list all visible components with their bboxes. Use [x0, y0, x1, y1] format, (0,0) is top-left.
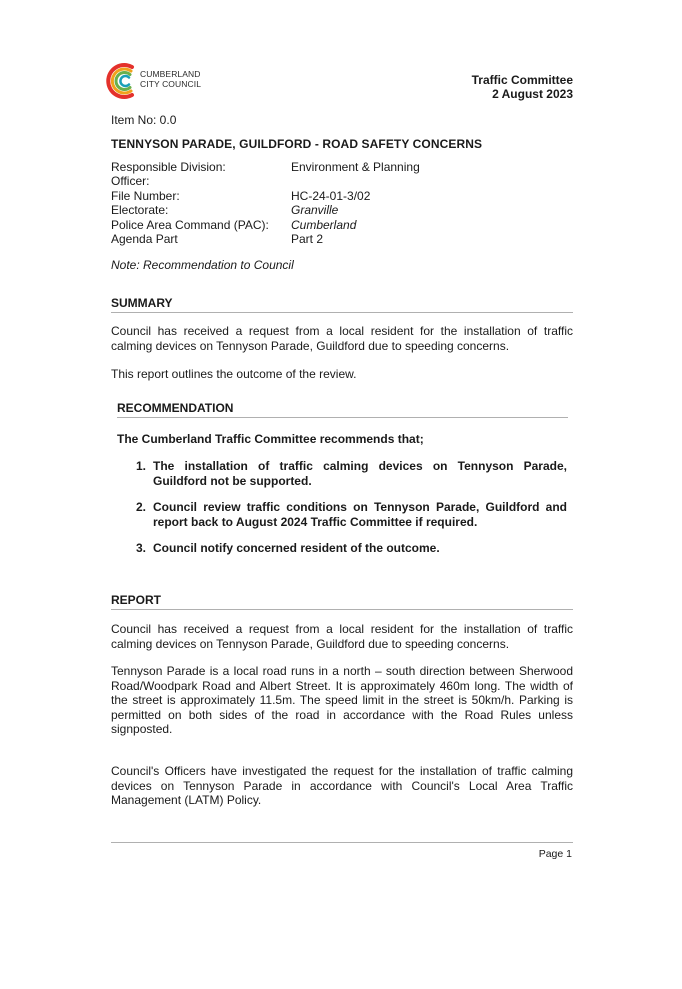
meta-row-division — [111, 160, 420, 174]
recommendation-text: Council review traffic conditions on Tennyson Parade, Guildford and report back to August 2024 Traffic Committee if required. — [153, 500, 567, 529]
recommendation-heading: RECOMMENDATION — [117, 401, 568, 418]
page-number: Page 1 — [538, 848, 572, 860]
recommendation-intro: The Cumberland Traffic Committee recommends that; — [117, 432, 424, 446]
meta-row-agenda-part — [111, 232, 420, 246]
meta-value: Environment & Planning — [291, 160, 420, 174]
meta-value: HC-24-01-3/02 — [291, 188, 371, 203]
header-meta — [472, 73, 573, 101]
recommendation-note: Note: Recommendation to Council — [111, 258, 294, 272]
recommendation-item — [136, 459, 567, 488]
report-paragraph-3: Council's Officers have investigated the request for the installation of traffic calming devices on Tennyson Parade in accordance with Council's Local Area Traffic Management (LATM) Policy. — [111, 764, 573, 807]
recommendation-number: 3. — [136, 541, 147, 555]
summary-heading: SUMMARY — [111, 296, 573, 313]
meta-label: Agenda Part — [111, 231, 178, 246]
recommendation-list — [136, 459, 567, 568]
logo-line-1: CUMBERLAND — [140, 69, 201, 79]
meta-value: Cumberland — [291, 217, 357, 232]
meta-row-pac — [111, 218, 420, 232]
report-title: TENNYSON PARADE, GUILDFORD - ROAD SAFETY CONCERNS — [111, 137, 483, 151]
summary-paragraph-2: This report outlines the outcome of the review. — [111, 367, 357, 381]
recommendation-item — [136, 500, 567, 529]
report-metadata — [111, 160, 420, 246]
meta-label: Responsible Division: — [111, 160, 226, 174]
report-heading: REPORT — [111, 593, 573, 610]
recommendation-text: Council notify concerned resident of the outcome. — [153, 541, 440, 555]
meta-value: Part 2 — [291, 231, 324, 246]
meta-value: Granville — [291, 203, 339, 218]
council-logo-icon — [104, 58, 140, 104]
logo-line-2: CITY COUNCIL — [140, 79, 202, 89]
summary-paragraph-1: Council has received a request from a local resident for the installation of traffic calming devices on Tennyson Parade, Guildford due to speeding concerns. — [111, 324, 573, 353]
committee-name: Traffic Committee — [471, 73, 573, 87]
recommendation-text: The installation of traffic calming devices on Tennyson Parade, Guildford not be supported. — [153, 459, 567, 488]
recommendation-number: 1. — [136, 459, 147, 473]
report-paragraph-2: Tennyson Parade is a local road runs in a north – south direction between Sherwood Road/Woodpark Road and Albert Street. It is approximately 460m long. The width of the street is approximately 11.5m. The speed limit in the street is 50km/h. Parking is permitted on both sides of the road in accordance with the Road Rules unless signposted. — [111, 664, 573, 736]
meta-label: Officer: — [111, 174, 150, 189]
meta-label: Electorate: — [111, 203, 169, 218]
meta-row-electorate — [111, 203, 420, 217]
recommendation-number: 2. — [136, 500, 147, 514]
logo-wordmark — [140, 69, 201, 89]
footer-divider — [111, 842, 573, 843]
meta-label: Police Area Command (PAC): — [111, 217, 269, 232]
meta-row-file-number — [111, 189, 420, 203]
recommendation-item — [136, 541, 567, 556]
meta-row-officer — [111, 174, 420, 188]
meeting-date: 2 August 2023 — [492, 87, 573, 101]
council-logo — [104, 58, 254, 104]
meta-label: File Number: — [111, 188, 180, 203]
report-paragraph-1: Council has received a request from a local resident for the installation of traffic calming devices on Tennyson Parade, Guildford due to speeding concerns. — [111, 622, 573, 651]
item-number: Item No: 0.0 — [111, 113, 177, 127]
